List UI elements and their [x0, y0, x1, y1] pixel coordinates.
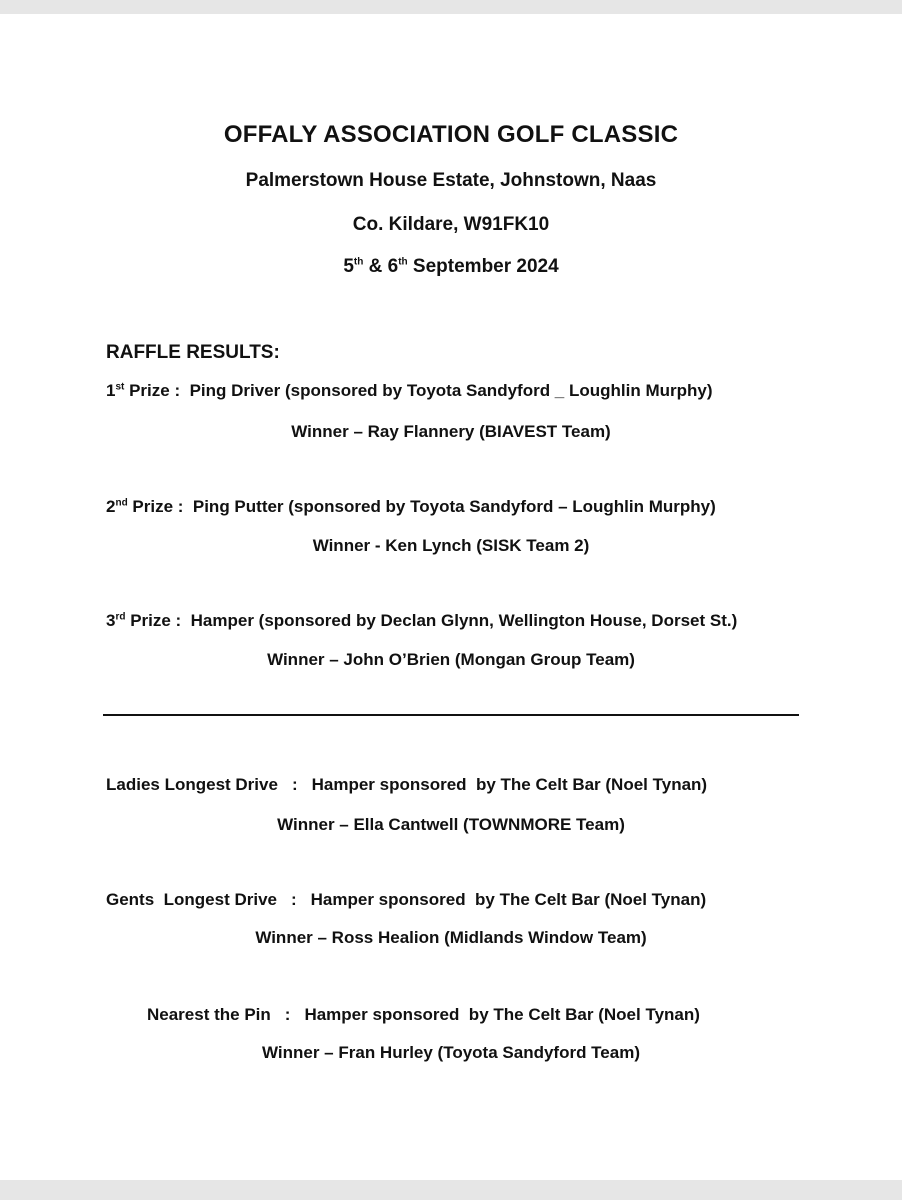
- prize-2-winner: Winner - Ken Lynch (SISK Team 2): [312, 536, 590, 555]
- gents-longest-drive-label: Gents Longest Drive: [106, 890, 277, 909]
- document-title: OFFALY ASSOCIATION GOLF CLASSIC: [223, 121, 679, 148]
- document-page: [0, 14, 902, 1180]
- prize-3-suffix: rd: [115, 611, 126, 623]
- nearest-the-pin-separator: :: [284, 1005, 291, 1024]
- prize-3-description: Hamper (sponsored by Declan Glynn, Wellington House, Dorset St.): [190, 611, 738, 630]
- prize-1-description: Ping Driver (sponsored by Toyota Sandyford _ Loughlin Murphy): [189, 381, 713, 400]
- prize-1-winner: Winner – Ray Flannery (BIAVEST Team): [291, 422, 611, 441]
- ladies-longest-drive-separator: :: [291, 775, 298, 794]
- gents-longest-drive-description: Hamper sponsored by The Celt Bar (Noel Tynan): [310, 890, 707, 909]
- prize-3-label: Prize :: [125, 611, 191, 630]
- prize-1-suffix: st: [115, 381, 125, 393]
- gents-longest-drive-separator: :: [290, 890, 297, 909]
- prize-2-suffix: nd: [115, 497, 128, 509]
- event-date-day2: 6: [387, 256, 399, 277]
- prize-3-winner: Winner – John O’Brien (Mongan Group Team): [267, 650, 635, 669]
- event-date-day1-suffix: th: [353, 256, 364, 268]
- prize-2-number: 2: [106, 497, 116, 516]
- gents-longest-drive-line: [106, 890, 706, 910]
- prize-3-number: 3: [106, 611, 116, 630]
- ladies-longest-drive-line: [106, 775, 707, 795]
- venue-address-line-2: Co. Kildare, W91FK10: [352, 214, 550, 235]
- nearest-the-pin-winner: Winner – Fran Hurley (Toyota Sandyford Team): [262, 1043, 640, 1062]
- gents-longest-drive-winner: Winner – Ross Healion (Midlands Window Team): [255, 928, 647, 947]
- ladies-longest-drive-description: Hamper sponsored by The Celt Bar (Noel Tynan): [311, 775, 708, 794]
- event-date-day2-suffix: th: [398, 256, 408, 268]
- prize-3-line: [106, 611, 737, 631]
- ladies-longest-drive-label: Ladies Longest Drive: [106, 775, 278, 794]
- prize-2-description: Ping Putter (sponsored by Toyota Sandyford – Loughlin Murphy): [192, 497, 716, 516]
- venue-address-line-1: Palmerstown House Estate, Johnstown, Naas: [245, 170, 657, 191]
- event-date-day1: 5: [343, 256, 354, 277]
- prize-1-line: [106, 381, 713, 401]
- event-date: [0, 256, 902, 278]
- event-date-rest: September 2024: [407, 256, 559, 277]
- prize-2-line: [106, 497, 716, 517]
- prize-2-label: Prize :: [127, 497, 193, 516]
- prize-1-number: 1: [106, 381, 116, 400]
- nearest-the-pin-line: [147, 1005, 700, 1025]
- nearest-the-pin-description: Hamper sponsored by The Celt Bar (Noel Tynan): [304, 1005, 700, 1024]
- raffle-results-heading: RAFFLE RESULTS:: [106, 342, 280, 363]
- nearest-the-pin-label: Nearest the Pin: [147, 1005, 271, 1024]
- event-date-joiner: &: [363, 256, 388, 277]
- ladies-longest-drive-winner: Winner – Ella Cantwell (TOWNMORE Team): [277, 815, 625, 834]
- section-divider: [103, 714, 799, 716]
- prize-1-label: Prize :: [124, 381, 190, 400]
